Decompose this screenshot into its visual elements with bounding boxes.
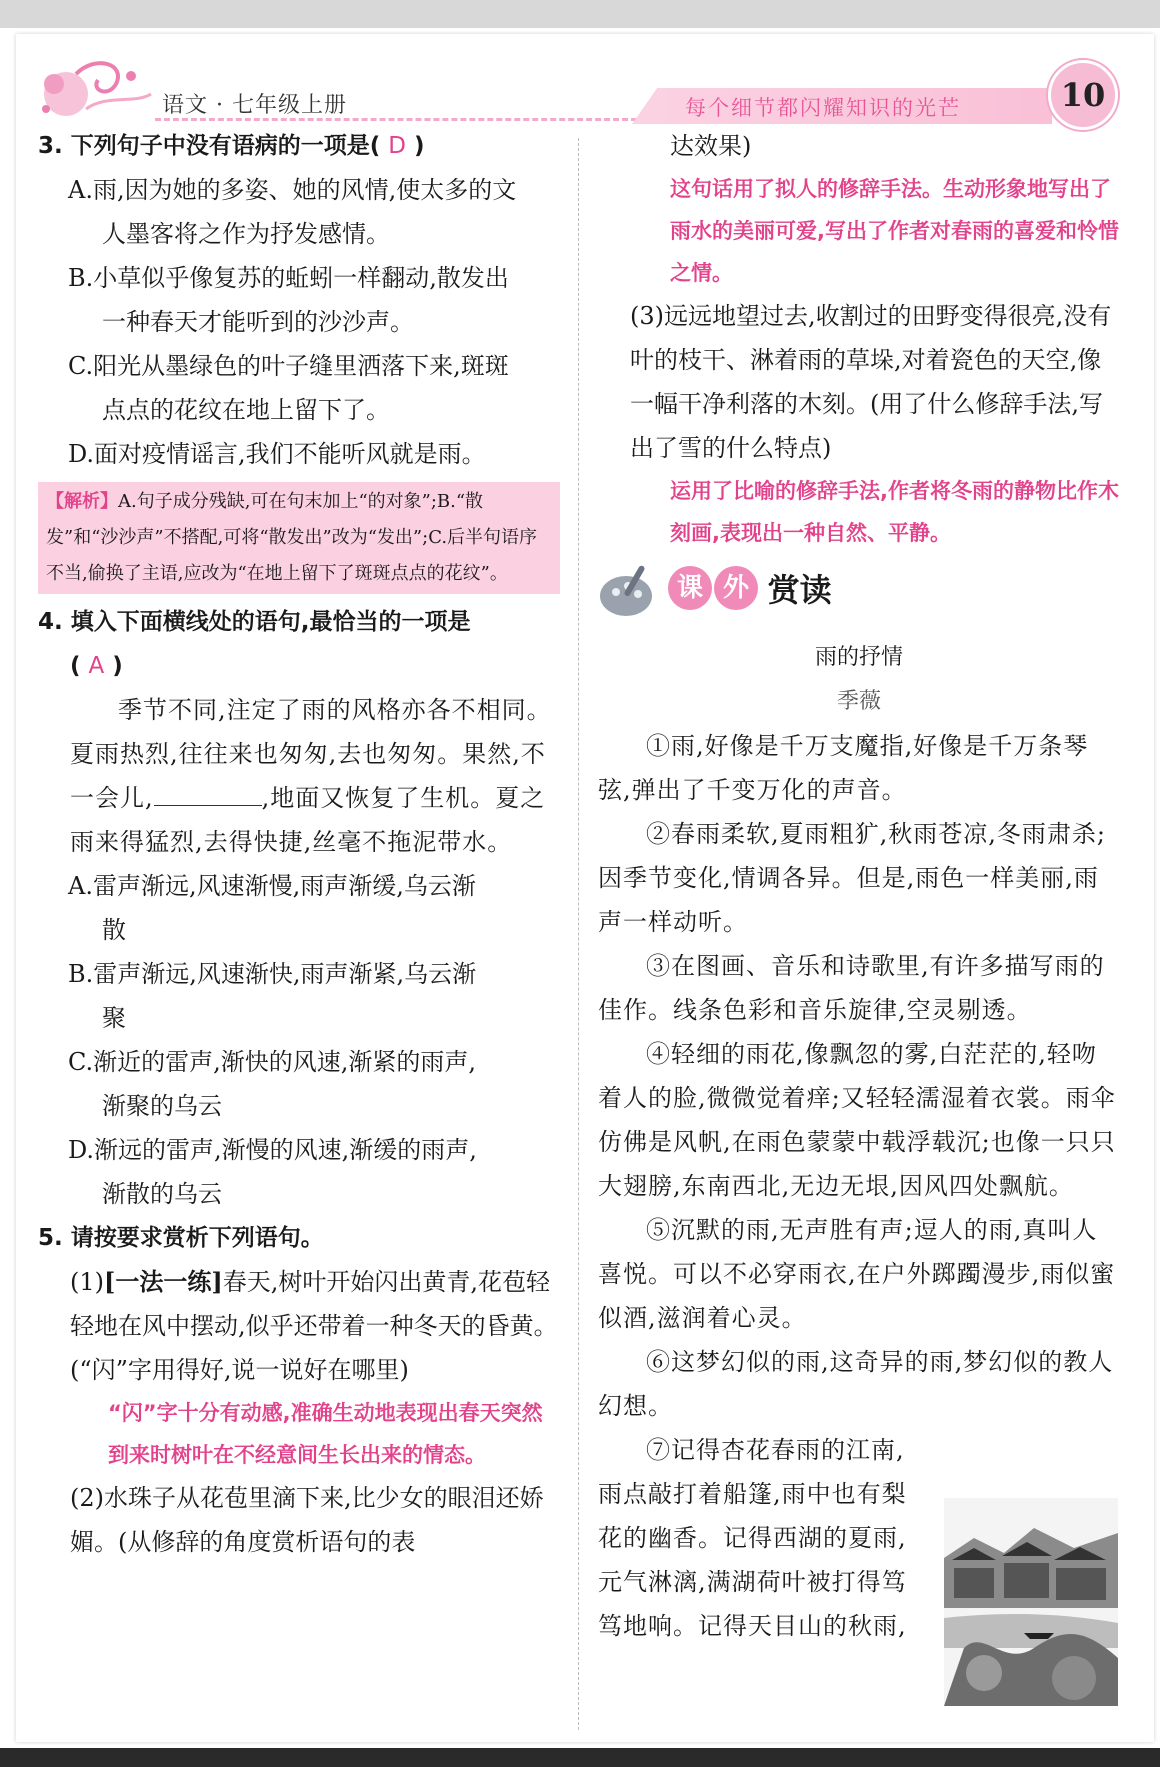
left-column bbox=[38, 124, 560, 1564]
q5-item-3-answer: 运用了比喻的修辞手法,作者将冬雨的静物比作木刻画,表现出一种自然、平静。 bbox=[670, 479, 1119, 545]
q3-analysis-box: 【解析】A.句子成分残缺,可在句末加上“的对象”;B.“散发”和“沙沙声”不搭配,可将“散发出”改为“发出”;C.后半句语序不当,偷换了主语,应改为“在地上留下了斑斑点点的花纹”。 bbox=[38, 482, 560, 594]
question-3-answer: D bbox=[388, 133, 406, 159]
viewer-top-bar bbox=[0, 0, 1160, 28]
section-circle-2: 外 bbox=[714, 566, 758, 610]
q5-item-2-answer: 这句话用了拟人的修辞手法。生动形象地写出了雨水的美丽可爱,写出了作者对春雨的喜爱和怜惜之情。 bbox=[670, 177, 1119, 285]
right-column bbox=[598, 124, 1120, 1648]
q4-option-a: A.雷声渐远,风速渐慢,雨声渐缓,乌云渐 散 bbox=[68, 872, 476, 944]
article-paragraph-7: ⑦记得杏花春雨的江南, 雨点敲打着船篷,雨中也有梨 花的幽香。记得西湖的夏雨, 元气淋漓,满湖荷叶被打得笃 笃地响。记得天目山的秋雨, bbox=[598, 1436, 907, 1640]
slogan-text: 每个细节都闪耀知识的光芒 bbox=[685, 96, 961, 120]
article-paragraph: ②春雨柔软,夏雨粗犷,秋雨苍凉,冬雨肃杀;因季节变化,情调各异。但是,雨色一样美丽,雨声一样动听。 bbox=[598, 820, 1106, 936]
q4-option-c: C.渐近的雷声,渐快的风速,渐紧的雨声, 渐聚的乌云 bbox=[68, 1048, 477, 1120]
q3-option-c: C.阳光从墨绿色的叶子缝里洒落下来,斑斑 点点的花纹在地上留下了。 bbox=[68, 352, 509, 424]
question-3-stem: 3. 下列句子中没有语病的一项是( D ) bbox=[38, 133, 425, 159]
section-header bbox=[598, 554, 1120, 634]
q5-item-1-answer: “闪”字十分有动感,准确生动地表现出春天突然到来时树叶在不经意间生长出来的情态。 bbox=[108, 1401, 543, 1467]
question-5-stem: 5. 请按要求赏析下列语句。 bbox=[38, 1225, 324, 1251]
q4-passage: 季节不同,注定了雨的风格亦各不相同。夏雨热烈,往往来也匆匆,去也匆匆。果然,不一会儿, ,地面又恢复了生机。夏之雨来得猛烈,去得快捷,丝毫不拖泥带水。 bbox=[70, 696, 552, 856]
question-4-answer: A bbox=[88, 653, 105, 679]
header-dashed-line bbox=[155, 118, 655, 121]
article-title: 雨的抒情 bbox=[814, 645, 903, 670]
q3-option-a: A.雨,因为她的多姿、她的风情,使太多的文 人墨客将之作为抒发感情。 bbox=[68, 176, 517, 248]
q4-option-b: B.雷声渐远,风速渐快,雨声渐紧,乌云渐 聚 bbox=[68, 960, 477, 1032]
article-paragraph: ⑥这梦幻似的雨,这奇异的雨,梦幻似的教人幻想。 bbox=[598, 1348, 1114, 1420]
article-author: 季薇 bbox=[836, 689, 881, 714]
subject-label: 语文 · 七年级上册 bbox=[162, 93, 347, 118]
page-number: 10 bbox=[1048, 60, 1118, 130]
section-circle-1: 课 bbox=[668, 566, 712, 610]
article-paragraph: ③在图画、音乐和诗歌里,有许多描写雨的佳作。线条色彩和音乐旋律,空灵剔透。 bbox=[598, 952, 1105, 1024]
article-paragraph: ④轻细的雨花,像飘忽的雾,白茫茫的,轻吻着人的脸,微微觉着痒;又轻轻濡湿着衣裳。雨伞仿佛是风帆,在雨色蒙蒙中载浮载沉;也像一只只大翅膀,东南西北,无边无垠,因风四处飘航。 bbox=[598, 1040, 1116, 1200]
question-4-stem: 4. 填入下面横线处的语句,最恰当的一项是 ( A ) bbox=[38, 609, 471, 679]
q4-option-d: D.渐远的雷声,渐慢的风速,渐缓的雨声, 渐散的乌云 bbox=[68, 1136, 477, 1208]
q5-item-2: (2)水珠子从花苞里滴下来,比少女的眼泪还娇媚。(从修辞的角度赏析语句的表 bbox=[70, 1484, 544, 1556]
column-divider bbox=[578, 138, 579, 1730]
fill-blank bbox=[154, 781, 262, 806]
viewer-bottom-bar bbox=[0, 1748, 1160, 1767]
q3-option-d: D.面对疫情谣言,我们不能听风就是雨。 bbox=[68, 440, 486, 468]
article-paragraph: ①雨,好像是千万支魔指,好像是千万条琴弦,弹出了千变万化的声音。 bbox=[598, 732, 1089, 804]
article-paragraph: ⑤沉默的雨,无声胜有声;逗人的雨,真叫人喜悦。可以不必穿雨衣,在户外踯躅漫步,雨似蜜似酒,滋润着心灵。 bbox=[598, 1216, 1116, 1332]
q5-item-3: (3)远远地望过去,收割过的田野变得很亮,没有叶的枝干、淋着雨的草垛,对着瓷色的天空,像一幅干净利落的木刻。(用了什么修辞手法,写出了雪的什么特点) bbox=[630, 302, 1112, 462]
q3-option-b: B.小草似乎像复苏的蚯蚓一样翻动,散发出 一种春天才能听到的沙沙声。 bbox=[68, 264, 509, 336]
ink-painting-image bbox=[944, 1498, 1118, 1706]
section-title: 赏读 bbox=[767, 570, 832, 609]
paint-palette-icon bbox=[598, 560, 660, 622]
floral-flourish-icon bbox=[36, 54, 156, 122]
q5-item-1: (1)[一法一练]春天,树叶开始闪出黄青,花苞轻轻地在风中摆动,似乎还带着一种冬天的昏黄。(“闪”字用得好,说一说好在哪里) bbox=[70, 1267, 558, 1384]
q5-item-2-continued: 达效果) bbox=[670, 132, 752, 160]
